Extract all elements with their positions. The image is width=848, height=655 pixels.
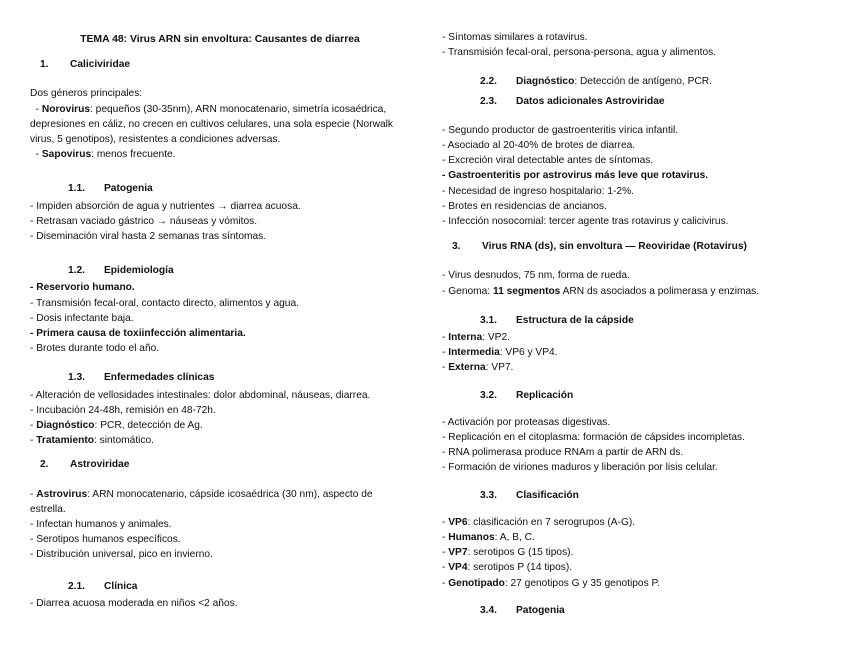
- list-item: - VP4: serotipos P (14 tipos).: [442, 562, 573, 574]
- subsection-epidemiologia-heading: 1.2. Epidemiología: [68, 265, 174, 277]
- list-item: - Replicación en el citoplasma: formación de cápsides incompletas.: [442, 432, 745, 444]
- list-item: - Interna: VP2.: [442, 332, 510, 344]
- document-title: TEMA 48: Virus ARN sin envoltura: Causantes de diarrea: [80, 34, 360, 45]
- list-item: - Alteración de vellosidades intestinales: dolor abdominal, náuseas, diarrea.: [30, 389, 371, 401]
- list-item: - VP7: serotipos G (15 tipos).: [442, 547, 574, 559]
- list-item: - Virus desnudos, 75 nm, forma de rueda.: [442, 270, 630, 282]
- list-item: - Dosis infectante baja.: [30, 312, 134, 324]
- section-reoviridae-heading: 3. Virus RNA (ds), sin envoltura — Reoviridae (Rotavirus): [452, 241, 747, 253]
- list-item: - Activación por proteasas digestivas.: [442, 416, 611, 428]
- subsection-diagnostico-heading: 2.2. Diagnóstico: Detección de antígeno, PCR.: [480, 76, 712, 88]
- list-item: - VP6: clasificación en 7 serogrupos (A-G).: [442, 516, 636, 528]
- list-item: - Externa: VP7.: [442, 362, 514, 374]
- subsection-capside-heading: 3.1. Estructura de la cápside: [480, 314, 634, 326]
- list-item: - Serotipos humanos específicos.: [30, 534, 181, 546]
- list-item: - Formación de viriones maduros y liberación por lisis celular.: [442, 462, 718, 474]
- subsection-replicacion-heading: 3.2. Replicación: [480, 389, 574, 401]
- subsection-patogenia-rotavirus-heading: 3.4. Patogenia: [480, 604, 565, 616]
- list-item: - Intermedia: VP6 y VP4.: [442, 347, 558, 359]
- list-item: - Brotes durante todo el año.: [30, 343, 160, 355]
- subsection-patogenia-heading: 1.1. Patogenia: [68, 183, 153, 195]
- list-item: - Diagnóstico: PCR, detección de Ag.: [30, 420, 203, 432]
- list-item: - Transmisión fecal-oral, contacto directo, alimentos y agua.: [30, 297, 299, 309]
- list-item: - Necesidad de ingreso hospitalario: 1-2%.: [442, 185, 634, 197]
- paragraph: Dos géneros principales:: [30, 88, 143, 100]
- list-item: - Humanos: A, B, C.: [442, 532, 535, 544]
- list-item: - Tratamiento: sintomático.: [30, 435, 155, 447]
- list-item: - Infección nosocomial: tercer agente tras rotavirus y calicivirus.: [442, 216, 729, 228]
- list-item: - Diseminación viral hasta 2 semanas tras síntomas.: [30, 231, 267, 243]
- subsection-clinica-heading: 2.1. Clínica: [68, 580, 138, 592]
- right-column: [442, 0, 822, 620]
- list-item: - Segundo productor de gastroenteritis vírica infantil.: [442, 124, 679, 136]
- astrovirus-paragraph: - Astrovirus: ARN monocatenario, cápside icosaédrica (30 nm), aspecto de estrella.: [30, 488, 373, 515]
- section-caliciviridae-heading: 1. Caliciviridae: [40, 59, 131, 71]
- list-item: - Infectan humanos y animales.: [30, 519, 172, 531]
- list-item: - Retrasan vaciado gástrico → náuseas y vómitos.: [30, 215, 258, 227]
- list-item: - Asociado al 20-40% de brotes de diarrea.: [442, 140, 636, 152]
- list-item: - Incubación 24-48h, remisión en 48-72h.: [30, 404, 216, 416]
- left-column: [30, 0, 410, 611]
- list-item: - Síntomas similares a rotavirus.: [442, 32, 588, 43]
- list-item: - Genoma: 11 segmentos ARN ds asociados a polimerasa y enzimas.: [442, 285, 760, 297]
- list-item: - Impiden absorción de agua y nutrientes → diarrea acuosa.: [30, 200, 301, 212]
- subsection-datos-heading: 2.3. Datos adicionales Astroviridae: [480, 95, 665, 107]
- list-item: - Diarrea acuosa moderada en niños <2 años.: [30, 597, 238, 609]
- subsection-enfermedades-heading: 1.3. Enfermedades clínicas: [68, 372, 215, 384]
- list-item: - Transmisión fecal-oral, persona-persona, agua y alimentos.: [442, 47, 717, 59]
- list-item: - Genotipado: 27 genotipos G y 35 genotipos P.: [442, 577, 660, 589]
- list-item: - Primera causa de toxiinfección alimentaria.: [30, 328, 246, 340]
- subsection-clasificacion-heading: 3.3. Clasificación: [480, 489, 579, 501]
- list-item: - Brotes en residencias de ancianos.: [442, 200, 607, 212]
- list-item: - Distribución universal, pico en invierno.: [30, 549, 213, 561]
- list-item: - Excreción viral detectable antes de síntomas.: [442, 155, 654, 167]
- norovirus-paragraph: - Norovirus: pequeños (30-35nm), ARN monocatenario, simetría icosaédrica, depresiones en cáliz, no crecen en cultivos celulares, una sola especie (Norwalk virus, 5 genotipos), resistentes a condiciones adversas.: [30, 103, 393, 146]
- list-item: - Gastroenteritis por astrovirus más leve que rotavirus.: [442, 170, 709, 182]
- list-item: - Reservorio humano.: [30, 282, 135, 294]
- list-item: - RNA polimerasa produce RNAm a partir de ARN ds.: [442, 447, 684, 459]
- section-astroviridae-heading: 2. Astroviridae: [40, 459, 130, 471]
- sapovirus-paragraph: - Sapovirus: menos frecuente.: [30, 149, 176, 161]
